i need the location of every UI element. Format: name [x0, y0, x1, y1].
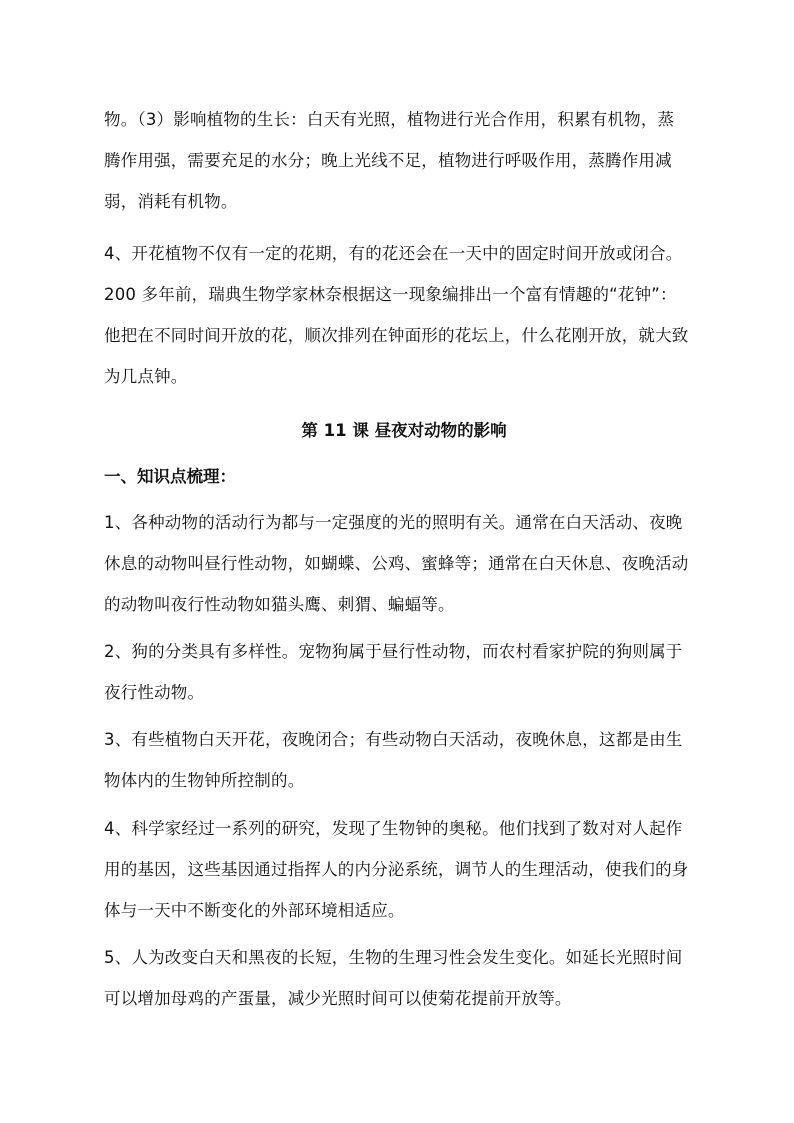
point-5-line-2: 可以增加母鸡的产蛋量，减少光照时间可以使菊花提前开放等。	[104, 989, 572, 1008]
intro-line-1: 物。（3）影响植物的生长：白天有光照，植物进行光合作用，积累有机物，蒸	[104, 110, 675, 129]
point-5-line-1: 5、人为改变白天和黑夜的长短，生物的生理习性会发生变化。如延长光照时间	[104, 948, 683, 967]
plant-item-4-line-1: 4、开花植物不仅有一定的花期，有的花还会在一天中的固定时间开放或闭合。	[104, 244, 683, 263]
point-4-line-1: 4、科学家经过一系列的研究，发现了生物钟的奥秘。他们找到了数对对人起作	[104, 819, 683, 838]
point-3-line-2: 物体内的生物钟所控制的。	[104, 771, 305, 790]
point-3-paragraph	[104, 719, 704, 801]
point-2-line-2: 夜行性动物。	[104, 683, 205, 702]
lesson-title: 第 11 课 昼夜对动物的影响	[301, 421, 507, 440]
point-3-line-1: 3、有些植物白天开花，夜晚闭合；有些动物白天活动，夜晚休息，这都是由生	[104, 730, 683, 749]
point-1-line-2: 休息的动物叫昼行性动物，如蝴蝶、公鸡、蜜蜂等；通常在白天休息、夜晚活动	[104, 554, 689, 573]
point-4-line-3: 体与一天中不断变化的外部环境相适应。	[104, 901, 405, 920]
point-1-line-3: 的动物叫夜行性动物如猫头鹰、刺猬、蝙蝠等。	[104, 595, 455, 614]
plant-item-4-line-3: 他把在不同时间开放的花，顺次排列在钟面形的花坛上，什么花刚开放，就大致	[104, 326, 689, 345]
point-1-line-1: 1、各种动物的活动行为都与一定强度的光的照明有关。通常在白天活动、夜晚	[104, 513, 683, 532]
intro-line-3: 弱，消耗有机物。	[104, 192, 238, 211]
plant-item-4-line-2: 200 多年前，瑞典生物学家林奈根据这一现象编排出一个富有情趣的“花钟”：	[104, 285, 677, 304]
section-heading: 一、知识点梳理：	[104, 467, 236, 486]
point-1-paragraph	[104, 502, 704, 625]
intro-paragraph	[104, 99, 704, 222]
point-4-line-2: 用的基因，这些基因通过指挥人的内分泌系统，调节人的生理活动，使我们的身	[104, 860, 689, 879]
point-5-paragraph	[104, 937, 704, 1019]
plant-item-4-line-4: 为几点钟。	[104, 367, 188, 386]
point-4-paragraph	[104, 808, 704, 931]
intro-line-2: 腾作用强，需要充足的水分；晚上光线不足，植物进行呼吸作用，蒸腾作用减	[104, 151, 672, 170]
point-2-paragraph	[104, 631, 704, 713]
point-2-line-1: 2、狗的分类具有多样性。宠物狗属于昼行性动物，而农村看家护院的狗则属于	[104, 642, 683, 661]
plant-item-4-paragraph	[104, 233, 704, 397]
